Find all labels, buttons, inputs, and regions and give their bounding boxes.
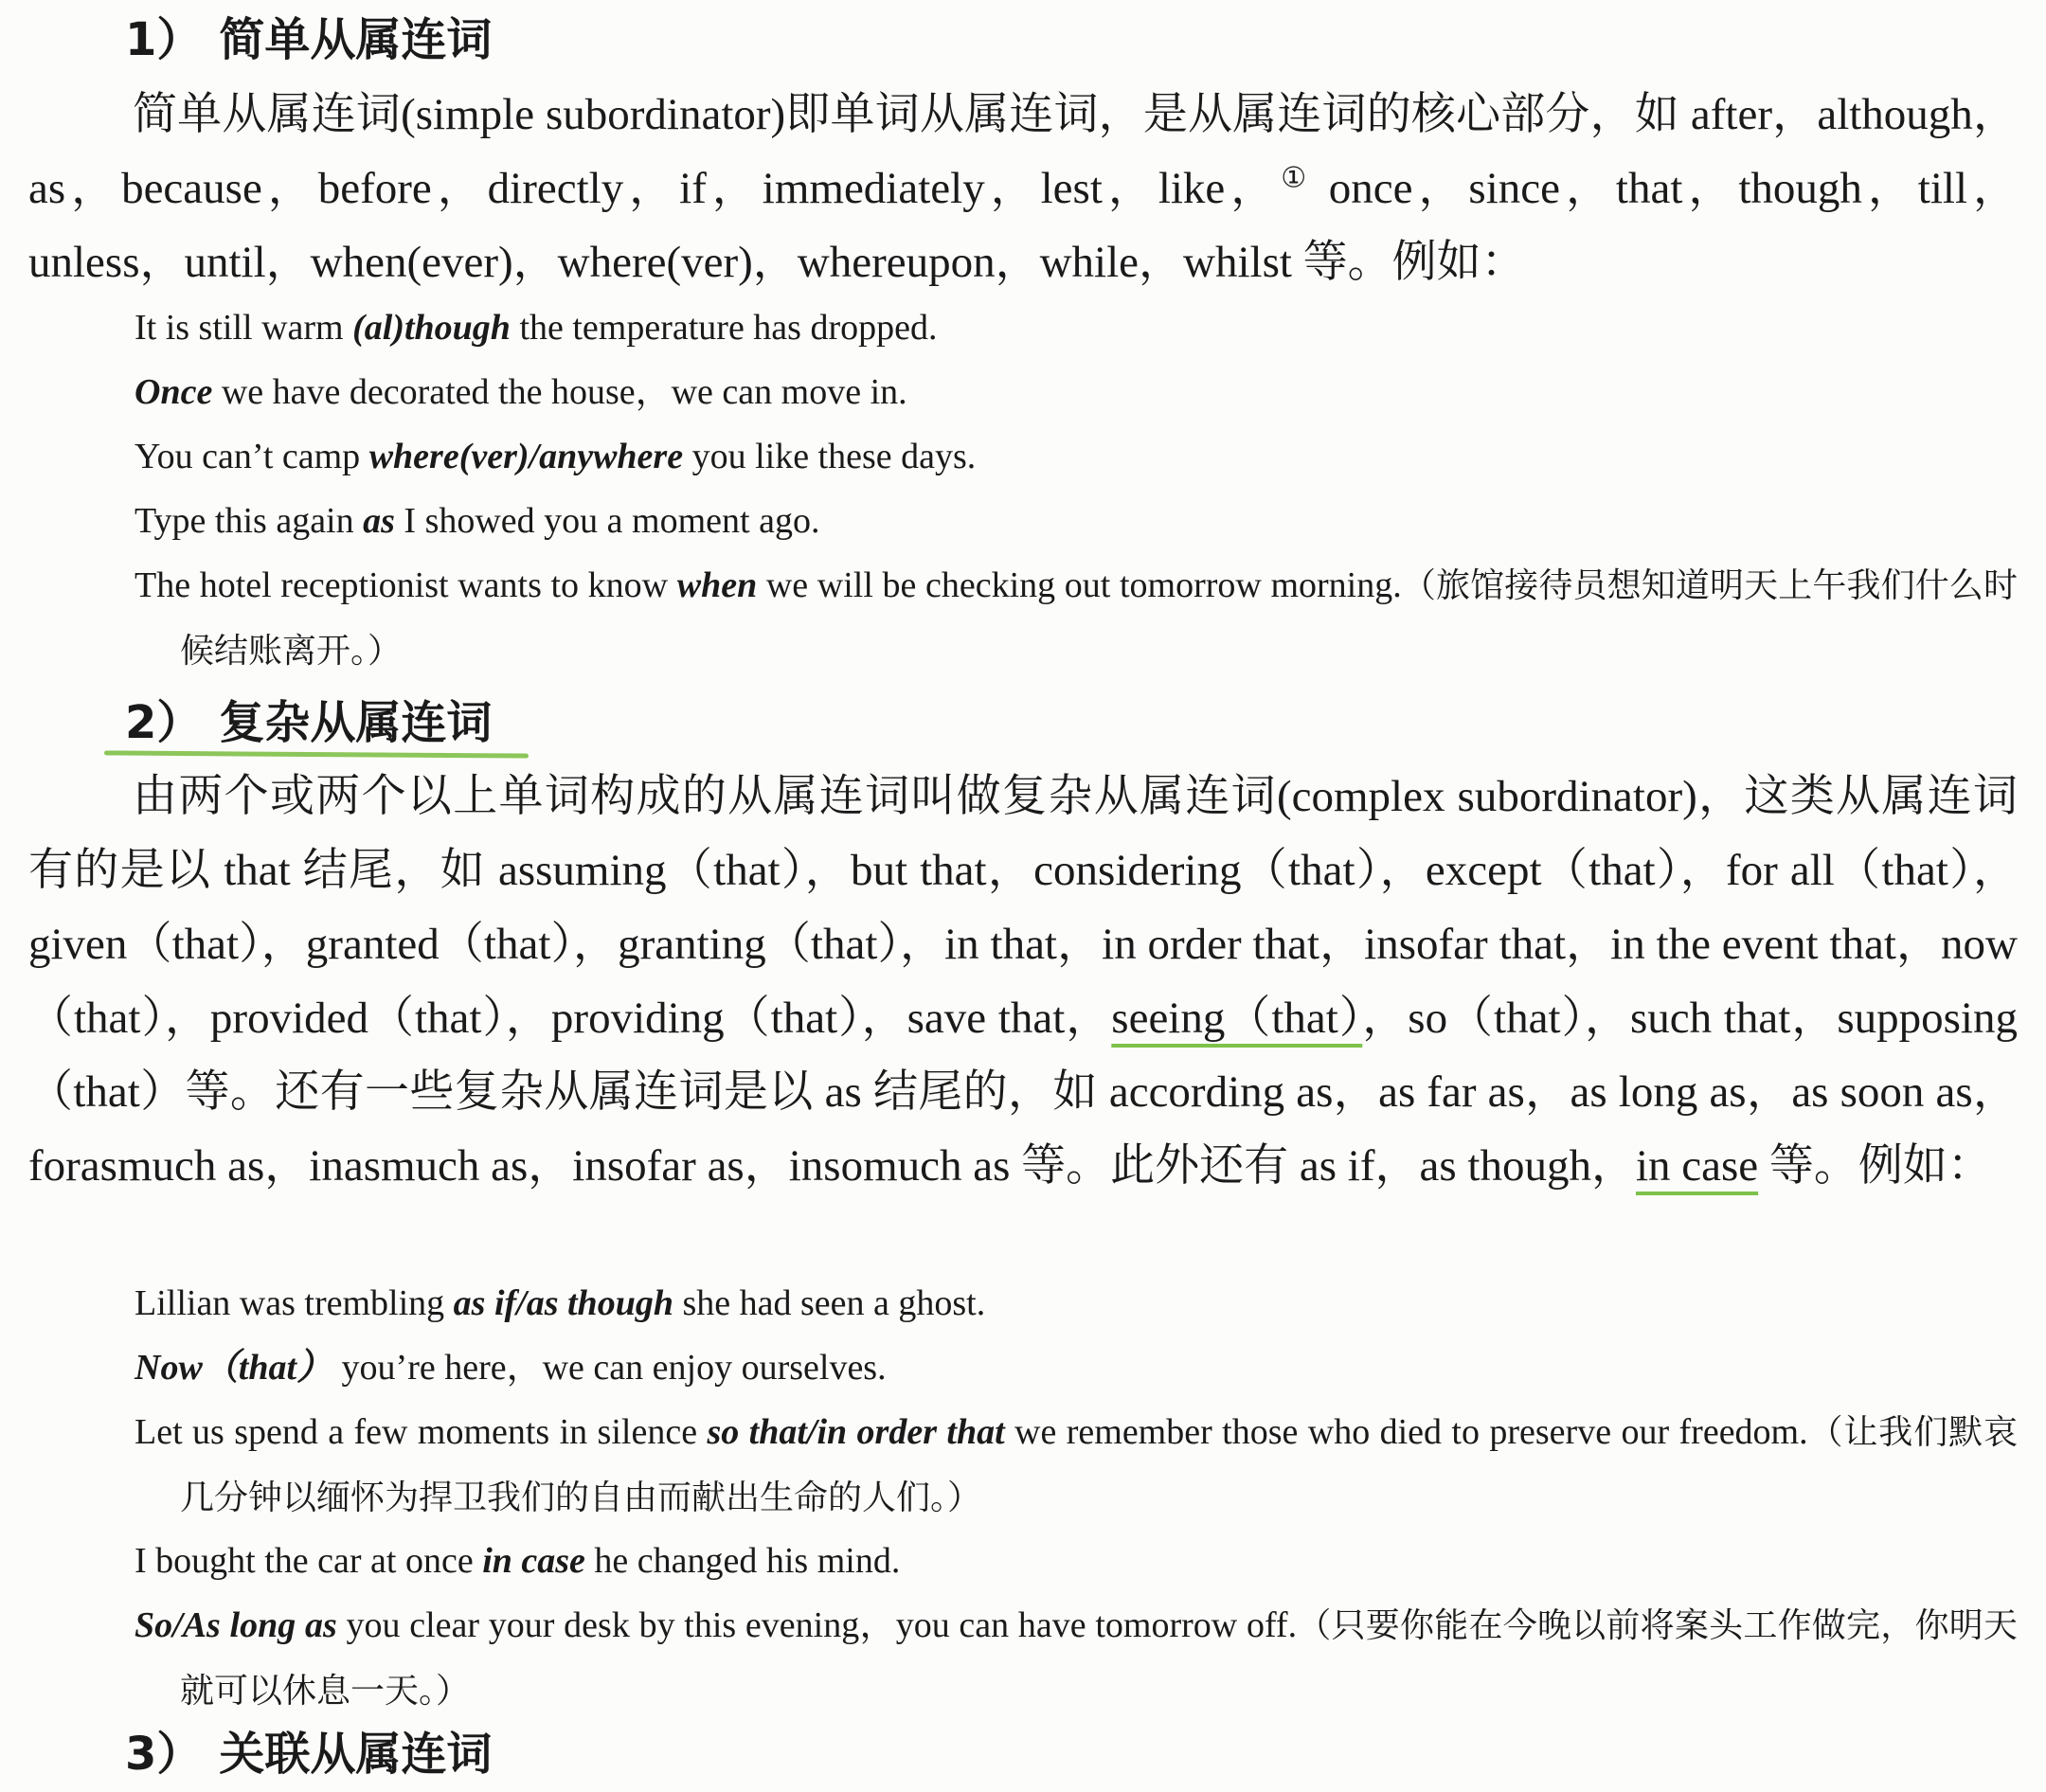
example-sentence: Once we have decorated the house，we can move in. [135,372,907,412]
example-sentence: The hotel receptionist wants to know when we will be checking out tomorrow morning.（旅馆接待员想知道明天上午我们什么时候结账离开。） [135,565,2018,671]
example-sentence: Let us spend a few moments in silence so that/in order that we remember those who died to preserve our freedom.（让我们默哀几分钟以缅怀为捍卫我们的自由而献出生命的人们。） [135,1412,2018,1517]
section-3-title: 关联从属连词 [219,1728,493,1781]
example-sentence: I bought the car at once in case he changed his mind. [135,1541,901,1581]
example-sentence: It is still warm (al)though the temperature has dropped. [135,308,938,348]
section-1-title: 简单从属连词 [219,13,493,66]
underlined-term: in case [1635,1141,1759,1191]
footnote-mark: ① [1281,162,1313,194]
section-2-heading [125,694,509,751]
highlight-underline-mark [104,750,529,758]
section-3-number: 3） [125,1728,203,1781]
section-1-paragraph: 简单从属连词(simple subordinator)即单词从属连词，是从属连词的核心部分，如 after，although，as，because，before，directly，if，immediately，lest，like，① once，since，that，though，till，unless，until，when(ever)，where(ver)，whereupon，while，whilst 等。例如： [28,90,2018,287]
example-sentence: Type this again as I showed you a moment ago. [135,501,820,541]
section-1-number: 1） [125,13,203,66]
chinese-translation: （旅馆接待员想知道明天上午我们什么时候结账离开。） [180,566,2018,671]
example-sentence: So/As long as you clear your desk by this evening，you can have tomorrow off.（只要你能在今晚以前将案头工作做完，你明天就可以休息一天。） [135,1605,2018,1711]
section-2-number: 2） [125,696,203,749]
example-sentence: You can’t camp where(ver)/anywhere you like these days. [135,437,977,476]
section-1-heading [125,11,509,68]
section-3-heading [125,1726,509,1783]
chinese-translation: （只要你能在今晚以前将案头工作做完，你明天就可以休息一天。） [180,1606,2018,1711]
chinese-translation: （让我们默哀几分钟以缅怀为捍卫我们的自由而献出生命的人们。） [180,1413,2018,1517]
section-2-title: 复杂从属连词 [219,696,493,749]
example-sentence: Lillian was trembling as if/as though she had seen a ghost. [135,1283,986,1323]
section-2-paragraph: 由两个或两个以上单词构成的从属连词叫做复杂从属连词(complex subordinator)，这类从属连词有的是以 that 结尾，如 assuming（that），but that，considering（that），except（that），for all（that），given（that），granted（that），granting（that），in that，in order that，insofar that，in the event that，now（that），provided（that），providing（that），save that，seeing（that），so（that），such that，supposing（that）等。还有一些复杂从属连词是以 as 结尾的，如 according as，as far as，as long as，as soon as，forasmuch as，inasmuch as，insofar as，insomuch as 等。此外还有 as if，as though，in case 等。例如： [28,772,2018,1191]
example-sentence: Now（that） you’re here，we can enjoy ourselves. [135,1348,887,1388]
underlined-term: seeing（that） [1111,994,1363,1043]
